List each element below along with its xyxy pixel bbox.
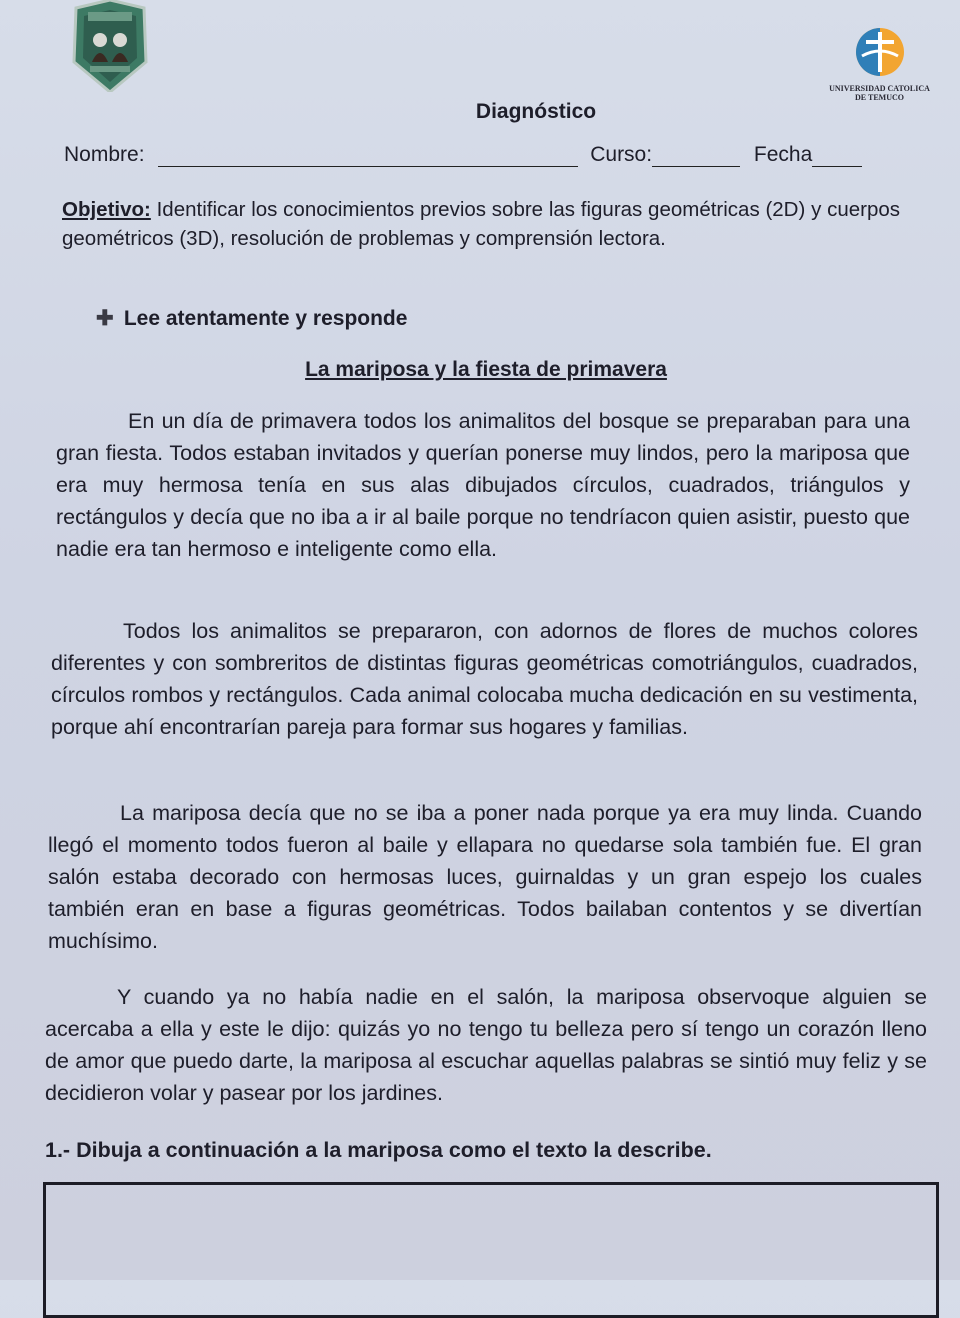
course-field[interactable] <box>652 148 740 167</box>
question-1: 1.- Dibuja a continuación a la mariposa como el texto la describe. <box>45 1138 712 1162</box>
university-logo <box>812 26 947 108</box>
story-paragraph-4: Y cuando ya no había nadie en el salón, la mariposa observoque alguien se acercaba a ella y este le dijo: quizás yo no tengo tu belleza pero sí tengo un corazón lleno de amor que puedo darte, la mariposa al escuchar aquellas palabras se sintió muy feliz y se decidieron volar y pasear por los jardines. <box>45 985 927 1105</box>
university-name-line1: UNIVERSIDAD CATOLICA <box>829 84 930 93</box>
instruction <box>96 306 407 331</box>
drawing-box[interactable] <box>43 1182 939 1318</box>
date-field[interactable] <box>812 148 862 167</box>
student-fields <box>64 143 862 167</box>
university-logo-icon <box>854 26 906 78</box>
story-paragraph-3: La mariposa decía que no se iba a poner nada porque ya era muy linda. Cuando llegó el momento todos fueron al baile y ellapara no quedarse sola también fue. El gran salón estaba decorado con hermosas luces, guirnaldas y un gran espejo los cuales también eran en base a figuras geométricas. Todos bailaban contentos y se divertían muchísimo. <box>48 801 922 953</box>
story-title: La mariposa y la fiesta de primavera <box>305 358 667 381</box>
instruction-text: Lee atentamente y responde <box>123 307 408 330</box>
school-crest-icon <box>70 0 150 92</box>
course-label: Curso: <box>590 143 653 166</box>
date-label: Fecha <box>753 143 813 166</box>
university-name-line2: DE TEMUCO <box>855 93 904 102</box>
story-paragraph-1: En un día de primavera todos los animalitos del bosque se preparaban para una gran fiesta. Todos estaban invitados y querían ponerse muy lindos, pero la mariposa que era muy hermosa tenía en sus alas dibujados círculos, cuadrados, triángulos y rectángulos y decía que no iba a ir al baile porque no tendríacon quien asistir, puesto que nadie era tan hermoso e inteligente como ella. <box>56 409 910 561</box>
objective <box>62 195 900 253</box>
objective-text: Identificar los conocimientos previos sobre las figuras geométricas (2D) y cuerpos geométricos (3D), resolución de problemas y comprensión lectora. <box>62 198 900 250</box>
objective-label: Objetivo: <box>62 198 151 221</box>
name-label: Nombre: <box>64 143 145 166</box>
page-title: Diagnóstico <box>475 100 597 123</box>
name-field[interactable] <box>158 148 578 167</box>
story-paragraph-2: Todos los animalitos se prepararon, con adornos de flores de muchos colores diferentes y con sombreritos de distintas figuras geométricas comotriángulos, cuadrados, círculos rombos y rectángulos. Cada animal colocaba mucha dedicación en su vestimenta, porque ahí encontrarían pareja para formar sus hogares y familias. <box>51 619 918 739</box>
bullet-icon: ✚ <box>96 307 114 330</box>
